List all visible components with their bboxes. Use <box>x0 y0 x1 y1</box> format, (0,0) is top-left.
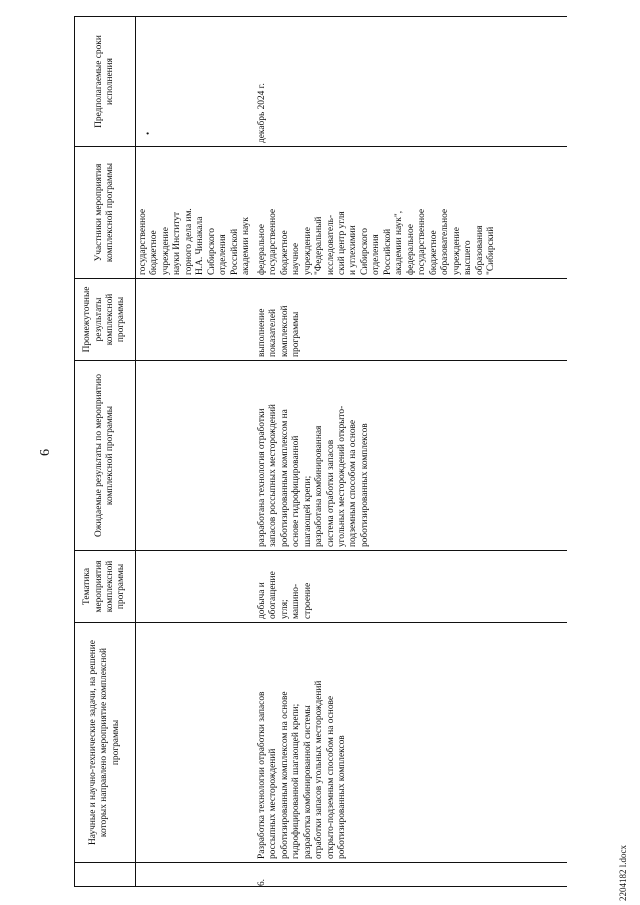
header-task: Научные и научно-технические задачи, на решение которых направлено мероприятие комплексной программы <box>75 623 136 863</box>
row-deadline: декабрь 2024 г. <box>255 17 567 147</box>
header-deadline: Предполагаемые сроки исполнения <box>75 17 136 147</box>
row-task <box>136 623 255 863</box>
row-expected <box>136 361 255 551</box>
table-row <box>255 17 567 887</box>
row-task: Разработка технологии отработки запасов россыпных месторождений роботизированным комплексом на основе гидрофицированной шагающей крепи; разработка комбинированной системы отработки запасов угольных месторождений открыто-подземным способом на основе роботизированных комплексов <box>255 623 567 863</box>
header-number <box>75 863 136 887</box>
row-number: 6. <box>255 863 567 887</box>
program-table <box>74 16 567 887</box>
table-header-row <box>75 17 136 887</box>
table-row <box>136 17 255 887</box>
row-expected: разработана технология отработки запасов россыпных месторождений роботизированным комплексом на основе гидрофицированной шагающей крепи; разработана комбинированная система отработки запасов угольных месторождений открыто- подземным способом на основе роботизированных комплексов <box>255 361 567 551</box>
row-participants: федеральное государственное бюджетное научное учреждение "Федеральный исследователь- ский центр угля и углехимии Сибирского отделения Российской академии наук", федеральное государственное бюджетное образовательное учреждение высшего образования "Сибирский <box>255 147 567 279</box>
row-deadline <box>136 17 255 147</box>
row-topic: добыча и обогащение угля; машино- строение <box>255 551 567 623</box>
row-topic <box>136 551 255 623</box>
row-intermediate <box>136 279 255 361</box>
header-participants: Участники мероприятия комплексной программы <box>75 147 136 279</box>
row-intermediate: выполнение показателей комплексной программы <box>255 279 567 361</box>
stray-mark: • <box>143 131 153 135</box>
header-intermediate: Промежуточные результаты комплексной программы <box>75 279 136 361</box>
page-number: 6 <box>38 449 53 456</box>
header-expected: Ожидаемые результаты по мероприятию комплексной программы <box>75 361 136 551</box>
row-participants: государственное бюджетное учреждение науки Институт горного дела им. Н.А. Чинакала Сибирского отделения Российской академии наук <box>136 147 255 279</box>
header-topic: Тематика мероприятия комплексной программы <box>75 551 136 623</box>
footer-filename: 2204182 l.docx <box>618 845 628 901</box>
row-number <box>136 863 255 887</box>
